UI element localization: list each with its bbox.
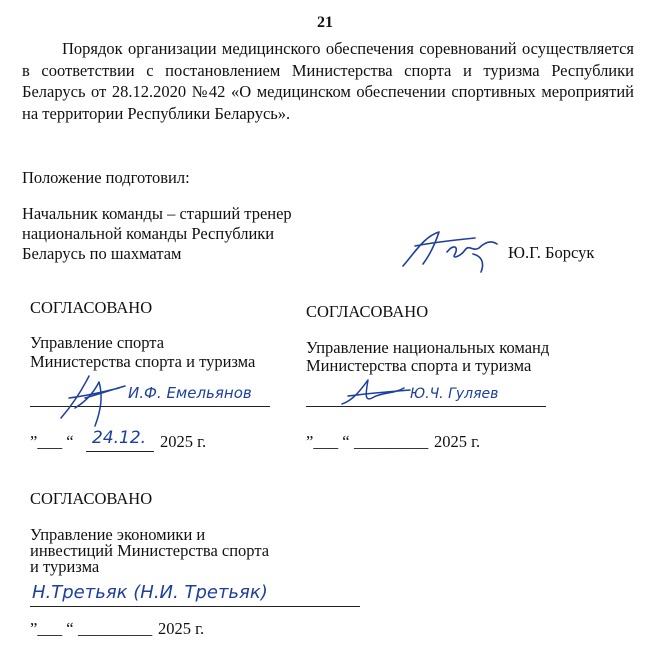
handwritten-name: И.Ф. Емельянов — [128, 384, 252, 402]
signature-line — [30, 606, 360, 607]
page-number: 21 — [317, 14, 333, 31]
approval-org — [30, 333, 255, 371]
org-line: Управление спорта — [30, 333, 165, 352]
handwritten-name: Н.Третьяк (Н.И. Третьяк) — [32, 582, 268, 603]
prepared-name: Ю.Г. Борсук — [508, 243, 595, 262]
date-year: 2025 г. — [434, 432, 481, 451]
signature-borsuk — [395, 222, 505, 278]
prepared-position — [22, 204, 292, 264]
date-prefix: ”___ “ — [306, 432, 350, 451]
prepared-heading: Положение подготовил: — [22, 168, 190, 187]
org-line: Министерства спорта и туризма — [306, 356, 532, 375]
position-line: Начальник команды – старший тренер — [22, 204, 292, 223]
approval-org — [306, 339, 549, 375]
date-prefix: ”___ “ — [30, 619, 74, 638]
date-blank: _________ — [78, 619, 153, 638]
signature-approval-2 — [338, 374, 418, 414]
approval-label: СОГЛАСОВАНО — [30, 489, 153, 508]
date-year: 2025 г. — [160, 432, 207, 451]
date-line — [86, 451, 154, 452]
signature-approval-1 — [55, 368, 135, 432]
handwritten-name: Ю.Ч. Гуляев — [410, 386, 499, 402]
org-line: инвестиций Министерства спорта — [30, 541, 270, 560]
position-line: Беларусь по шахматам — [22, 244, 182, 263]
org-line: Управление национальных команд — [306, 338, 550, 357]
handwritten-date: 24.12. — [92, 428, 147, 448]
approval-label: СОГЛАСОВАНО — [30, 298, 153, 317]
date-blank: _________ — [354, 432, 429, 451]
org-line: Управление экономики и — [30, 525, 206, 544]
position-line: национальной команды Республики — [22, 224, 275, 243]
org-line: Министерства спорта и туризма — [30, 352, 256, 371]
org-line: и туризма — [30, 557, 100, 576]
body-paragraph: Порядок организации медицинского обеспечения соревнований осуществляется в соответствии с постановлением Министерства спорта и туризма Республики Беларусь от 28.12.2020 №42 «О медицинском обеспечении спортивных мероприятий на территории Республики Беларусь». — [22, 39, 634, 123]
approval-label: СОГЛАСОВАНО — [306, 302, 429, 321]
date-year: 2025 г. — [158, 619, 205, 638]
date-quotes: ”___ “ — [30, 432, 74, 451]
approval-org — [30, 527, 269, 575]
